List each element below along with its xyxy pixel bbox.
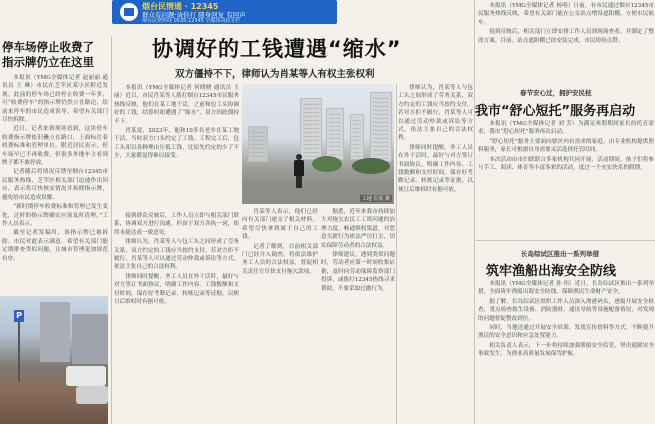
column-divider <box>396 84 397 424</box>
tree-shape <box>312 156 342 172</box>
paragraph: 记者了解到，目前相关部门已经介入调查，将依法维护务工人员的合法权益，督促相关责任方尽快支付拖欠款项。 <box>242 243 318 275</box>
paragraph: 肖某说，2023年，他和10多名老乡在某工地干活，当时双方口头约定了工钱。工程完工后，包工头却以各种理由压低工钱，比原先约定的少了不少，大家都觉得难以接受。 <box>114 128 239 160</box>
paragraph: 本报讯（YMG全媒体记者 杨明）日前，有市民通过烟台12345市民服务热线反映，希望有关部门能在公交站点增设遮阳棚，方便市民候车。 <box>478 3 654 26</box>
building-shape <box>300 98 322 160</box>
main-article-body-a <box>114 84 239 208</box>
paragraph: 近日，记者来到现场看到，这块停车收费指示牌依旧矗立在路口，上面标注着收费标准和管理单位。附近居民表示，停车场早已不再收费，但很多外地车主看到牌子都不敢停放。 <box>2 126 108 167</box>
sign-pole <box>18 322 20 382</box>
paragraph: 本次活动由市妇联联合多家机构共同开展，活动期间，孩子们将参与手工、阅读、体育等丰富多彩的活动，度过一个充实快乐的假期。 <box>478 156 654 172</box>
masthead-banner <box>112 0 337 24</box>
parking-p-sign-icon: P <box>14 310 24 322</box>
paragraph: 同时，当地还通过开展安全培训、发放宣传资料等方式，不断提升渔民的安全意识和应急处置能力。 <box>478 325 654 340</box>
construction-site-photo <box>242 84 394 204</box>
left-headline-line-2: 指示牌仍立在这里 <box>2 55 94 69</box>
paragraph: 本报讯（YMG全媒体记者 赵丽丽 通讯员 王 琳）市民在芝罘区某小区附近发现，此前的停车场已经停止收费一年多，可“收费停车”的指示牌仍然立在路边，给前来停车的市民造成误导，希望有关部门尽快拆除。 <box>2 75 108 124</box>
paragraph: 记者随后将情况反馈至烟台12345市民服务热线，芝罘区相关部门迅速作出回应，表示将尽快核实情况并拆除指示牌，避免给市民造成误解。 <box>2 169 108 201</box>
main-article-body-b <box>114 212 239 424</box>
right-kicker-2: 长岛综试区推出一系列举措 <box>521 250 599 258</box>
paragraph: 本报讯（YMG全媒体记者 孙 伟）近日，长岛综试区推出一系列举措，全面筑牢渔船出海安全防线，保障渔民生命财产安全。 <box>478 281 654 296</box>
paragraph: 相关负责人表示，下一步将持续加强渔船安全监管，坚决遏制安全事故发生，为渔业高质量发展保驾护航。 <box>478 342 654 358</box>
building-shape <box>72 314 108 364</box>
paragraph: 律师认为，肖某等人与包工头之间形成了劳务关系，双方约定的工钱应当按约支付。若对方拒不履行，肖某等人可以通过劳动仲裁或诉讼等方式，依法主张自己的合法权利。 <box>114 239 239 271</box>
building-shape <box>370 92 392 162</box>
paragraph: 据悉，近年来我市持续加大对拖欠农民工工资问题的治理力度，畅通维权渠道，对恶意欠薪行为依法严厉打击，切实保障劳动者的合法权益。 <box>321 209 395 249</box>
left-article-body <box>2 74 108 294</box>
masthead-slogan: 群众有问题·请你打 随身回复 有回声 <box>142 11 246 19</box>
left-headline-line-1: 停车场停止收费了 <box>2 40 94 54</box>
right-bottom-article <box>478 280 654 424</box>
paragraph: “新时期停车收费标准和管理已发生变化，过时的指示牌确实应该及时清理。”工作人员表示。 <box>2 204 108 227</box>
masthead-subline: 烟台民情热线 0535·12345 全媒体问政专栏 <box>142 18 241 24</box>
column-divider <box>111 36 112 424</box>
paragraph: 接到群众反映后，工作人员立即与相关部门联系，协调双方进行沟通。但由于双方各执一词，始终未能达成一致意见。 <box>114 213 239 236</box>
tree-shape <box>352 158 390 174</box>
paragraph: 律师建议，遇到类似问题时，劳动者应第一时间收集证据，及时向劳动保障监察部门投诉，或拨打12345热线寻求帮助，不要采取过激行为。 <box>321 252 395 292</box>
left-headline <box>2 40 110 70</box>
right-headline: 我市“舒心短托”服务再启动 <box>475 104 636 119</box>
column-divider <box>474 0 475 424</box>
main-headline: 协调好的工钱遭遇“缩水” <box>152 37 402 61</box>
house-logo-icon <box>120 3 138 21</box>
paragraph: 本报讯（YMG全媒体记者 刘 芳）为满足寒假期间家长的托育需求，我市“舒心短托”服务再次启动。 <box>478 121 654 136</box>
right-headline-2: 筑牢渔船出海安全防线 <box>486 264 617 279</box>
car-shape <box>66 366 106 386</box>
paragraph: 本报讯（YMG全媒体记者 何晓晓 通讯员 王 丽）近日，市民肖某等人拨打烟台12345市民服务热线反映，他们在某工地干活，之前和包工头协调好的工钱，结算时却遭遇了“缩水”，双方因此僵持不下。 <box>114 85 239 125</box>
right-mid-article <box>478 120 654 238</box>
section-divider <box>476 240 655 241</box>
masthead-title: 烟台民情通 · 12345 <box>142 2 219 11</box>
building-shape <box>248 126 268 162</box>
right-kicker: 春节安心过，拥护安民枝 <box>520 89 592 97</box>
person-figure <box>294 154 304 188</box>
building-shape <box>40 302 70 362</box>
paragraph: 接到反映后，相关部门立即安排工作人员到现场查看，并制定了整改方案。目前，站点遮阳棚已经安装完成，市民纷纷点赞。 <box>478 29 654 44</box>
paragraph: 律师同时提醒，务工人员在外干活时，最好与对方签订书面协议，明确工作内容、工钱数额和支付时间，保存好考勤记录、转账记录等证据，以便日后维权时有据可依。 <box>114 273 239 306</box>
paragraph: 据了解，长岛综试区组织工作人员深入渔港码头，逐船开展安全检查，重点检查救生设备、消防器材、通讯导航等设施配备情况，对发现的问题督促整改到位。 <box>478 298 654 322</box>
right-top-article <box>478 2 654 84</box>
building-shape <box>326 108 344 160</box>
paragraph: 律师同时提醒，务工人员在外干活时，最好与对方签订书面协议，明确工作内容、工钱数额和支付时间，保存好考勤记录、转账记录等证据，以便日后维权时有据可依。 <box>398 144 473 193</box>
photo-caption: 工地 肖某 摄 <box>361 196 390 202</box>
paragraph: “舒心短托”服务主要面向辖区内有需求的家庭，由专业机构提供照料服务，家长可根据自身需要灵活选择托管时间。 <box>478 138 654 154</box>
paragraph: 肖某等人表示，他们已经向有关部门递交了相关材料，希望尽快拿到属于自己的工钱。 <box>242 209 318 241</box>
main-article-body-e <box>398 84 473 424</box>
car-shape <box>76 386 108 404</box>
paragraph: 截至记者发稿时，该指示牌已被拆除。市民对此表示满意，希望有关部门能定期排查类似问题，让城市管理更加规范有序。 <box>2 230 108 262</box>
paragraph: 律师认为，肖某等人与包工头之间形成了劳务关系，双方约定的工钱应当按约支付。若对方拒不履行，肖某等人可以通过劳动仲裁或诉讼等方式，依法主张自己的合法权利。 <box>398 85 473 142</box>
building-shape <box>350 114 364 160</box>
main-article-body-c <box>242 208 318 424</box>
parking-sign-photo <box>0 296 108 424</box>
main-subhead: 双方僵持不下，律师认为肖某等人有权主张权利 <box>175 69 375 80</box>
main-article-body-d <box>321 208 395 424</box>
